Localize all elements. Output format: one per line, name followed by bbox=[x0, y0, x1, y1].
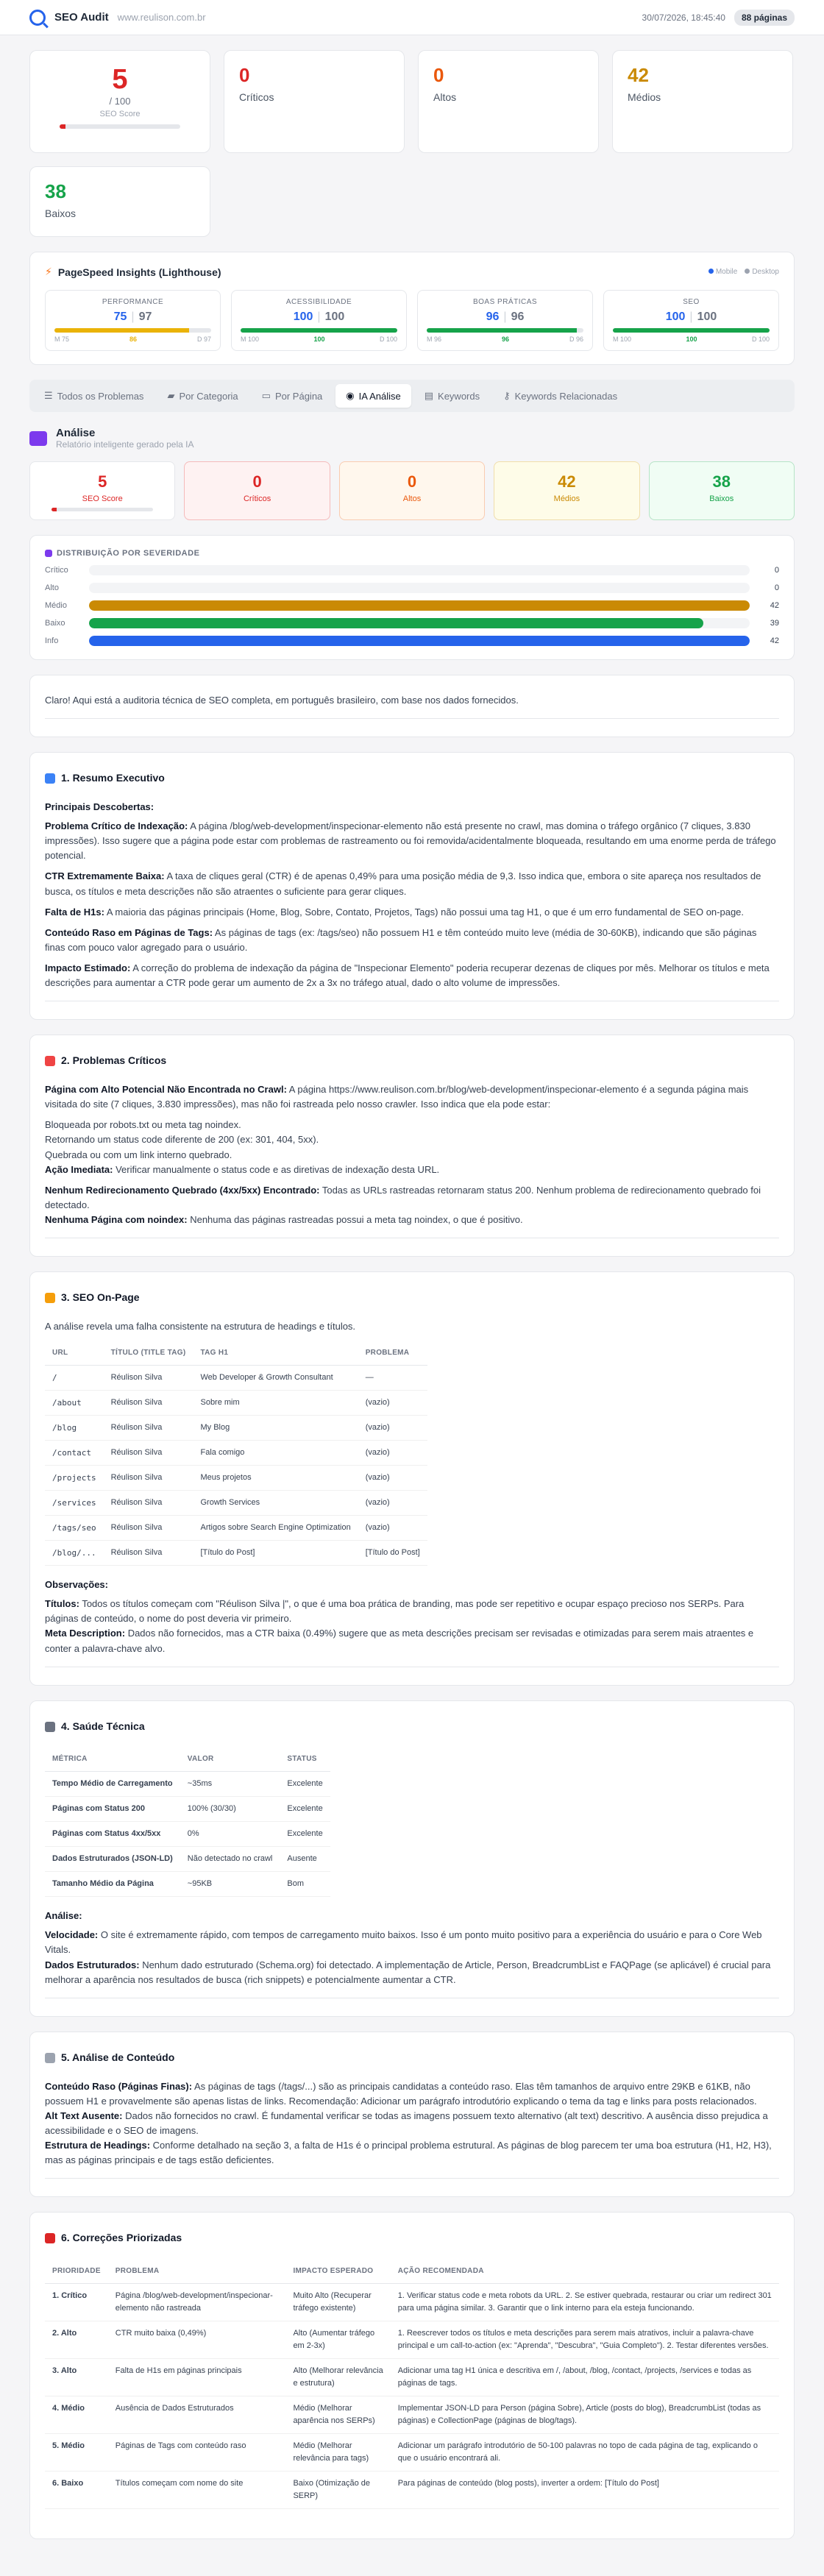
list-item: Bloqueada por robots.txt ou meta tag noindex. bbox=[45, 1119, 241, 1131]
table-row bbox=[45, 2396, 779, 2433]
severity-name: Baixo bbox=[45, 619, 65, 628]
bar-max-label: D 100 bbox=[379, 336, 397, 343]
column-header: TAG H1 bbox=[193, 1341, 358, 1365]
severity-label: Altos bbox=[402, 494, 422, 503]
pin-icon bbox=[45, 2233, 55, 2243]
pagespeed-legend bbox=[708, 268, 779, 276]
table-cell: (vazio) bbox=[358, 1440, 427, 1465]
high-count: 0 bbox=[433, 64, 444, 86]
intro-card bbox=[29, 675, 795, 737]
distribution-title: DISTRIBUIÇÃO POR SEVERIDADE bbox=[57, 549, 200, 558]
critical-count-card bbox=[224, 50, 405, 153]
distribution-row bbox=[45, 583, 779, 593]
mobile-score: 96 bbox=[486, 311, 500, 323]
seo-score-value: 5 bbox=[112, 64, 128, 95]
legend-desktop: Desktop bbox=[752, 268, 779, 276]
audit-date: 30/07/2026, 18:45:40 bbox=[642, 12, 725, 23]
finding-text: A taxa de cliques geral (CTR) é de apenas 0,49% para uma posição média de 9,3. Isso indica que, embora o site apareça nos resultados de busca, os títulos e meta descrições não são atraentes o suficiente para gerar cliques. bbox=[45, 870, 761, 897]
pagespeed-bar bbox=[241, 328, 397, 333]
seo-score-bar bbox=[60, 124, 180, 129]
table-cell: Réulison Silva bbox=[104, 1490, 193, 1515]
problem-label: Nenhum Redirecionamento Quebrado (4xx/5xx) Encontrado: bbox=[45, 1184, 320, 1196]
table-cell: Réulison Silva bbox=[104, 1365, 193, 1390]
intro-text: Claro! Aqui está a auditoria técnica de SEO completa, em português brasileiro, com base nos dados fornecidos. bbox=[45, 695, 519, 706]
section-executive-summary bbox=[29, 752, 795, 1020]
column-header: TÍTULO (TITLE TAG) bbox=[104, 1341, 193, 1365]
pagespeed-category: ACESSIBILIDADE bbox=[285, 298, 352, 306]
pagespeed-title: PageSpeed Insights (Lighthouse) bbox=[57, 266, 221, 278]
gear-icon bbox=[45, 1722, 55, 1732]
table-cell: Implementar JSON-LD para Person (página Sobre), Article (posts do blog), BreadcrumbList (todas as páginas) e CollectionPage (páginas de blog/tags). bbox=[391, 2396, 779, 2433]
tab-related-keywords[interactable]: ⚷ Keywords Relacionadas bbox=[503, 390, 618, 402]
table-cell: /services bbox=[45, 1490, 104, 1515]
table-row bbox=[45, 1415, 427, 1440]
table-cell: Web Developer & Growth Consultant bbox=[193, 1365, 358, 1390]
severity-label: Críticos bbox=[243, 494, 271, 503]
distribution-bar bbox=[89, 600, 750, 611]
table-cell: /contact bbox=[45, 1440, 104, 1465]
pagespeed-panel bbox=[29, 252, 795, 365]
onpage-table bbox=[45, 1341, 427, 1566]
action-label: Ação Imediata: bbox=[45, 1163, 113, 1175]
finding-label: CTR Extremamente Baixa: bbox=[45, 870, 165, 882]
table-cell: Ausência de Dados Estruturados bbox=[108, 2396, 286, 2433]
distribution-icon bbox=[45, 550, 52, 557]
section-title: 4. Saúde Técnica bbox=[61, 1720, 145, 1732]
column-header: URL bbox=[45, 1341, 104, 1365]
legend-mobile: Mobile bbox=[715, 268, 738, 276]
summary-cards bbox=[29, 50, 795, 237]
critical-label: Críticos bbox=[239, 91, 274, 103]
document-icon bbox=[45, 2053, 55, 2063]
table-cell: Growth Services bbox=[193, 1490, 358, 1515]
action-text: Verificar manualmente o status code e as diretivas de indexação desta URL. bbox=[113, 1163, 440, 1175]
table-cell: — bbox=[358, 1365, 427, 1390]
key-icon: ⚷ bbox=[503, 390, 511, 401]
table-cell: Réulison Silva bbox=[104, 1390, 193, 1415]
desktop-score: 100 bbox=[697, 311, 717, 323]
lightning-icon: ⚡ bbox=[45, 266, 52, 277]
column-header: AÇÃO RECOMENDADA bbox=[391, 2260, 779, 2283]
table-cell: ~95KB bbox=[180, 1872, 280, 1897]
column-header: IMPACTO ESPERADO bbox=[285, 2260, 390, 2283]
column-header: PRIORIDADE bbox=[45, 2260, 108, 2283]
content-text: Dados não fornecidos no crawl. É fundamental verificar se todas as imagens possuem texto alternativo (alt text) descritivo. A ausência disso prejudica a acessibilidade e o SEO de imagens. bbox=[45, 2110, 768, 2136]
observations-heading: Observações: bbox=[45, 1579, 108, 1591]
table-cell: Tamanho Médio da Página bbox=[45, 1872, 180, 1897]
mobile-score: 100 bbox=[665, 311, 686, 323]
table-header-row bbox=[45, 1748, 330, 1771]
low-label: Baixos bbox=[45, 207, 77, 219]
section-title: 2. Problemas Críticos bbox=[61, 1054, 167, 1067]
bar-min-label: M 100 bbox=[241, 336, 260, 343]
technical-table bbox=[45, 1748, 330, 1897]
section-title: 3. SEO On-Page bbox=[61, 1291, 140, 1304]
finding-label: Conteúdo Raso em Páginas de Tags: bbox=[45, 926, 213, 938]
bar-mid-label: 100 bbox=[686, 336, 697, 343]
search-icon bbox=[29, 10, 46, 26]
severity-count: 5 bbox=[98, 472, 107, 491]
list-icon: ☰ bbox=[44, 390, 53, 401]
bar-max-label: D 96 bbox=[569, 336, 583, 343]
severity-total: 39 bbox=[770, 619, 779, 628]
bar-mid-label: 96 bbox=[501, 336, 509, 343]
bar-max-label: D 100 bbox=[751, 336, 770, 343]
section-technical-health bbox=[29, 1700, 795, 2017]
seo-score-max: / 100 bbox=[109, 96, 131, 107]
table-cell: ~35ms bbox=[180, 1771, 280, 1796]
tab-all-issues[interactable]: ☰ Todos os Problemas bbox=[44, 390, 144, 402]
table-cell: Réulison Silva bbox=[104, 1540, 193, 1565]
section-title: 1. Resumo Executivo bbox=[61, 772, 165, 784]
table-cell: (vazio) bbox=[358, 1465, 427, 1490]
pagespeed-card: SEO 100 | 100 M 100 100 D 100 bbox=[603, 290, 779, 351]
table-cell: Páginas de Tags com conteúdo raso bbox=[108, 2433, 286, 2471]
table-cell: Títulos começam com nome do site bbox=[108, 2472, 286, 2509]
score-mini-bar bbox=[52, 508, 152, 511]
table-cell: CTR muito baixa (0,49%) bbox=[108, 2321, 286, 2358]
severity-card bbox=[184, 461, 330, 520]
table-row bbox=[45, 1847, 330, 1872]
list-item: Retornando um status code diferente de 200 (ex: 301, 404, 5xx). bbox=[45, 1134, 319, 1146]
tab-ai-analysis[interactable]: ◉ IA Análise bbox=[335, 384, 411, 408]
severity-card bbox=[649, 461, 795, 520]
severity-count: 38 bbox=[712, 472, 731, 491]
mobile-score: 75 bbox=[113, 311, 127, 323]
section-intro: A análise revela uma falha consistente na estrutura de headings e títulos. bbox=[45, 1321, 356, 1333]
table-cell: Bom bbox=[280, 1872, 330, 1897]
bar-min-label: M 75 bbox=[54, 336, 70, 343]
analysis-label: Dados Estruturados: bbox=[45, 1959, 140, 1970]
table-row bbox=[45, 1390, 427, 1415]
table-cell: /about bbox=[45, 1390, 104, 1415]
section-onpage-seo bbox=[29, 1271, 795, 1685]
severity-label: SEO Score bbox=[82, 494, 123, 503]
critical-count: 0 bbox=[239, 64, 250, 86]
severity-name: Alto bbox=[45, 583, 59, 592]
table-row bbox=[45, 2472, 779, 2509]
chart-icon bbox=[45, 773, 55, 784]
pages-badge: 88 páginas bbox=[734, 10, 795, 26]
pagespeed-category: BOAS PRÁTICAS bbox=[472, 298, 538, 306]
analysis-heading: Análise: bbox=[45, 1910, 82, 1922]
analysis-subtitle: Relatório inteligente gerado pela IA bbox=[56, 439, 194, 450]
table-header-row bbox=[45, 1341, 427, 1365]
problem-text: Nenhuma das páginas rastreadas possui a meta tag noindex, o que é positivo. bbox=[187, 1214, 523, 1226]
content-label: Alt Text Ausente: bbox=[45, 2110, 123, 2121]
severity-total: 42 bbox=[770, 601, 779, 610]
table-cell: Dados Estruturados (JSON-LD) bbox=[45, 1847, 180, 1872]
table-cell: Muito Alto (Recuperar tráfego existente) bbox=[285, 2283, 390, 2321]
table-row bbox=[45, 2358, 779, 2396]
table-header-row bbox=[45, 2260, 779, 2283]
findings-heading: Principais Descobertas: bbox=[45, 801, 154, 812]
folder-icon: ▰ bbox=[167, 390, 175, 401]
severity-name: Crítico bbox=[45, 566, 68, 575]
severity-label: Médios bbox=[553, 494, 580, 503]
table-cell: /tags/seo bbox=[45, 1515, 104, 1540]
table-cell: Baixo (Otimização de SERP) bbox=[285, 2472, 390, 2509]
distribution-bar bbox=[89, 636, 750, 646]
seo-score-label: SEO Score bbox=[99, 110, 141, 118]
table-cell: 1. Crítico bbox=[45, 2283, 108, 2321]
table-cell: / bbox=[45, 1365, 104, 1390]
severity-total: 0 bbox=[774, 583, 779, 592]
analysis-title: Análise bbox=[56, 427, 96, 439]
table-row bbox=[45, 2283, 779, 2321]
table-cell: 100% (30/30) bbox=[180, 1796, 280, 1821]
table-cell: Sobre mim bbox=[193, 1390, 358, 1415]
table-cell: Adicionar um parágrafo introdutório de 50-100 palavras no topo de cada página de tag, explicando o que o usuário encontrará ali. bbox=[391, 2433, 779, 2471]
analysis-label: Velocidade: bbox=[45, 1929, 99, 1941]
tab-keywords[interactable]: ▤ Keywords bbox=[424, 390, 480, 402]
table-cell: Médio (Melhorar aparência nos SERPs) bbox=[285, 2396, 390, 2433]
severity-card bbox=[494, 461, 639, 520]
table-cell: 0% bbox=[180, 1822, 280, 1847]
finding-label: Problema Crítico de Indexação: bbox=[45, 820, 188, 831]
table-row bbox=[45, 1540, 427, 1565]
table-row bbox=[45, 1515, 427, 1540]
content-text: As páginas de tags (/tags/...) são as principais candidatas a conteúdo raso. Elas têm tamanhos de arquivo entre 29KB e 61KB, não possuem H1 e provavelmente são apenas listas de links. Recomendação: Adicionar um parágrafo introdutório explicando o tema da tag e links para posts relacionados. bbox=[45, 2080, 757, 2107]
severity-label: Baixos bbox=[709, 494, 734, 503]
severity-count: 42 bbox=[558, 472, 576, 491]
desktop-score: 100 bbox=[324, 311, 345, 323]
finding-label: Falta de H1s: bbox=[45, 906, 104, 918]
table-cell: Médio (Melhorar relevância para tags) bbox=[285, 2433, 390, 2471]
finding-text: A página /blog/web-development/inspecionar-elemento não está presente no crawl, mas domina o tráfego orgânico (7 cliques, 3.830 impressões). Isso sugere que a página pode estar com problemas de rastreamento ou foi removida/acidentalmente bloqueada, resultando em uma enorme perda de tráfego potencial. bbox=[45, 820, 776, 862]
finding-text: As páginas de tags (ex: /tags/seo) não possuem H1 e têm conteúdo muito leve (média de 30-60KB), indicando que são páginas finas com pouco valor agregado para o usuário. bbox=[45, 926, 757, 953]
table-cell: Falta de H1s em páginas principais bbox=[108, 2358, 286, 2396]
column-header: PROBLEMA bbox=[358, 1341, 427, 1365]
content-label: Conteúdo Raso (Páginas Finas): bbox=[45, 2080, 193, 2092]
severity-card bbox=[29, 461, 175, 520]
table-row bbox=[45, 1440, 427, 1465]
analysis-text: Nenhum dado estruturado (Schema.org) foi detectado. A implementação de Article, Person, BreadcrumbList e FAQPage (se aplicável) é crucial para melhorar a aparência nos resultados de busca (rich snippets) e potencialmente aumentar a CTR. bbox=[45, 1959, 771, 1985]
top-bar bbox=[0, 0, 824, 35]
table-cell: Para páginas de conteúdo (blog posts), inverter a ordem: [Título do Post] bbox=[391, 2472, 779, 2509]
table-row bbox=[45, 1365, 427, 1390]
table-cell: Excelente bbox=[280, 1796, 330, 1821]
high-label: Altos bbox=[433, 91, 457, 103]
table-cell: Adicionar uma tag H1 única e descritiva em /, /about, /blog, /contact, /projects, /services e todas as páginas de tags. bbox=[391, 2358, 779, 2396]
table-cell: /projects bbox=[45, 1465, 104, 1490]
table-cell: Não detectado no crawl bbox=[180, 1847, 280, 1872]
analysis-text: O site é extremamente rápido, com tempos de carregamento muito baixos. Isso é um ponto muito positivo para a experiência do usuário e para o Core Web Vitals. bbox=[45, 1929, 762, 1956]
table-cell: /blog/... bbox=[45, 1540, 104, 1565]
distribution-bar bbox=[89, 618, 750, 628]
analysis-header bbox=[29, 427, 795, 450]
bar-min-label: M 100 bbox=[613, 336, 632, 343]
app-title: SEO Audit bbox=[54, 11, 109, 24]
table-cell: /blog bbox=[45, 1415, 104, 1440]
bar-max-label: D 97 bbox=[196, 336, 211, 343]
table-cell: 5. Médio bbox=[45, 2433, 108, 2471]
severity-distribution bbox=[29, 535, 795, 660]
medium-count: 42 bbox=[628, 64, 649, 86]
problem-label: Página com Alto Potencial Não Encontrada no Crawl: bbox=[45, 1084, 287, 1096]
table-cell: Excelente bbox=[280, 1822, 330, 1847]
distribution-bar bbox=[89, 565, 750, 575]
tab-by-page[interactable]: ▭ Por Página bbox=[261, 390, 323, 402]
table-cell: Tempo Médio de Carregamento bbox=[45, 1771, 180, 1796]
column-header: MÉTRICA bbox=[45, 1748, 180, 1771]
severity-count: 0 bbox=[252, 472, 262, 491]
finding-text: A maioria das páginas principais (Home, Blog, Sobre, Contato, Projetos, Tags) não possui uma tag H1, o que é um erro fundamental de SEO on-page. bbox=[104, 906, 745, 918]
table-cell: Páginas com Status 200 bbox=[45, 1796, 180, 1821]
table-row bbox=[45, 1872, 330, 1897]
ai-icon bbox=[29, 431, 47, 446]
bar-mid-label: 86 bbox=[129, 336, 137, 343]
table-row bbox=[45, 2321, 779, 2358]
pagespeed-card: ACESSIBILIDADE 100 | 100 M 100 100 D 100 bbox=[231, 290, 407, 351]
low-count: 38 bbox=[45, 180, 66, 202]
distribution-row bbox=[45, 565, 779, 575]
severity-card bbox=[339, 461, 485, 520]
section-content-analysis bbox=[29, 2032, 795, 2198]
severity-total: 42 bbox=[770, 636, 779, 645]
table-cell: Alto (Aumentar tráfego em 2-3x) bbox=[285, 2321, 390, 2358]
table-row bbox=[45, 2433, 779, 2471]
table-row bbox=[45, 1465, 427, 1490]
table-cell: Artigos sobre Search Engine Optimization bbox=[193, 1515, 358, 1540]
site-domain: www.reulison.com.br bbox=[117, 12, 206, 23]
table-cell: 4. Médio bbox=[45, 2396, 108, 2433]
distribution-row bbox=[45, 618, 779, 628]
desktop-score: 97 bbox=[138, 311, 152, 323]
medium-label: Médios bbox=[628, 91, 661, 103]
table-cell: Ausente bbox=[280, 1847, 330, 1872]
medium-count-card bbox=[612, 50, 793, 153]
problem-label: Nenhuma Página com noindex: bbox=[45, 1214, 188, 1226]
column-header: PROBLEMA bbox=[108, 2260, 286, 2283]
table-cell: Réulison Silva bbox=[104, 1465, 193, 1490]
severity-count: 0 bbox=[407, 472, 417, 491]
content-text: Conforme detalhado na seção 3, a falta de H1s é o principal problema estrutural. As páginas de blog parecem ter uma boa estrutura (H1, H2, H3), mas as páginas principais e de tags estão deficientes. bbox=[45, 2140, 772, 2166]
seo-score-card bbox=[29, 50, 210, 153]
section-critical-problems bbox=[29, 1035, 795, 1257]
table-cell: Alto (Melhorar relevância e estrutura) bbox=[285, 2358, 390, 2396]
pagespeed-bar bbox=[54, 328, 211, 333]
table-cell: Réulison Silva bbox=[104, 1415, 193, 1440]
pagespeed-category: SEO bbox=[683, 298, 700, 306]
table-cell: (vazio) bbox=[358, 1415, 427, 1440]
page-icon: ▭ bbox=[261, 390, 271, 401]
table-cell: Página /blog/web-development/inspecionar-elemento não rastreada bbox=[108, 2283, 286, 2321]
table-cell: 1. Reescrever todos os títulos e meta descrições para serem mais atrativos, incluir a palavra-chave principal e um call-to-action (ex: "Aprenda", "Descubra", "Guia Completo"). 2. Testar diferentes versões. bbox=[391, 2321, 779, 2358]
desktop-score: 96 bbox=[511, 311, 525, 323]
content-label: Estrutura de Headings: bbox=[45, 2140, 151, 2151]
table-cell: (vazio) bbox=[358, 1515, 427, 1540]
table-cell: (vazio) bbox=[358, 1490, 427, 1515]
mobile-score: 100 bbox=[293, 311, 313, 323]
severity-cards bbox=[29, 461, 795, 520]
alert-icon bbox=[45, 1056, 55, 1066]
finding-text: A correção do problema de indexação da página de "Inspecionar Elemento" poderia recuperar dezenas de cliques por mês. Melhorar os títulos e meta descrições para aumentar a CTR pode gerar um aumento de 2x a 3x no tráfego atual, dado o alto volume de impressões. bbox=[45, 962, 770, 989]
table-cell: [Título do Post] bbox=[358, 1540, 427, 1565]
bar-min-label: M 96 bbox=[427, 336, 442, 343]
column-header: STATUS bbox=[280, 1748, 330, 1771]
table-cell: 6. Baixo bbox=[45, 2472, 108, 2509]
observation-label: Meta Description: bbox=[45, 1628, 126, 1639]
table-cell: 2. Alto bbox=[45, 2321, 108, 2358]
pagespeed-bar bbox=[427, 328, 583, 333]
observation-text: Todos os títulos começam com "Réulison Silva |", o que é uma boa prática de branding, mas pode ser repetitivo e ocupar espaço precioso nos SERPs. Para páginas de conteúdo, o nome do post deveria vir primeiro. bbox=[45, 1598, 745, 1625]
pagespeed-card: PERFORMANCE 75 | 97 M 75 86 D 97 bbox=[45, 290, 221, 351]
report-tabs bbox=[29, 380, 795, 412]
severity-name: Médio bbox=[45, 601, 67, 610]
table-row bbox=[45, 1796, 330, 1821]
table-cell: Fala comigo bbox=[193, 1440, 358, 1465]
fixes-table bbox=[45, 2260, 779, 2509]
memo-icon bbox=[45, 1293, 55, 1303]
section-title: 6. Correções Priorizadas bbox=[61, 2232, 182, 2244]
table-cell: My Blog bbox=[193, 1415, 358, 1440]
distribution-row bbox=[45, 600, 779, 611]
column-header: VALOR bbox=[180, 1748, 280, 1771]
high-count-card bbox=[418, 50, 599, 153]
observation-label: Títulos: bbox=[45, 1598, 79, 1610]
section-prioritized-fixes bbox=[29, 2212, 795, 2539]
severity-name: Info bbox=[45, 636, 59, 645]
table-cell: Meus projetos bbox=[193, 1465, 358, 1490]
table-cell: Réulison Silva bbox=[104, 1515, 193, 1540]
tab-by-category[interactable]: ▰ Por Categoria bbox=[167, 390, 238, 402]
table-cell: Réulison Silva bbox=[104, 1440, 193, 1465]
observation-text: Dados não fornecidos, mas a CTR baixa (0.49%) sugere que as meta descrições precisam ser revisadas e otimizadas para serem mais atraentes e conter a palavra-chave alvo. bbox=[45, 1628, 754, 1654]
finding-label: Impacto Estimado: bbox=[45, 962, 131, 974]
table-cell: Excelente bbox=[280, 1771, 330, 1796]
table-cell: 3. Alto bbox=[45, 2358, 108, 2396]
severity-total: 0 bbox=[774, 566, 779, 575]
table-cell: Páginas com Status 4xx/5xx bbox=[45, 1822, 180, 1847]
table-cell: (vazio) bbox=[358, 1390, 427, 1415]
table-row bbox=[45, 1490, 427, 1515]
list-item: Quebrada ou com um link interno quebrado. bbox=[45, 1149, 232, 1160]
robot-icon: ◉ bbox=[346, 390, 355, 401]
low-count-card bbox=[29, 166, 210, 237]
pagespeed-card: BOAS PRÁTICAS 96 | 96 M 96 96 D 96 bbox=[417, 290, 593, 351]
chart-icon: ▤ bbox=[424, 390, 434, 401]
section-title: 5. Análise de Conteúdo bbox=[61, 2051, 175, 2063]
pagespeed-category: PERFORMANCE bbox=[102, 298, 164, 306]
distribution-bar bbox=[89, 583, 750, 593]
table-cell: [Título do Post] bbox=[193, 1540, 358, 1565]
table-row bbox=[45, 1822, 330, 1847]
problem-text: Todas as URLs rastreadas retornaram status 200. Nenhum problema de redirecionamento quebrado foi detectado. bbox=[45, 1184, 761, 1211]
table-row bbox=[45, 1771, 330, 1796]
bar-mid-label: 100 bbox=[313, 336, 325, 343]
problem-text: A página https://www.reulison.com.br/blog/web-development/inspecionar-elemento é a segunda página mais visitada do site (7 cliques, 3.830 impressões), mas não foi rastreada pelo nosso crawler. Isso indica que ela pode estar: bbox=[45, 1084, 749, 1110]
pagespeed-bar bbox=[613, 328, 770, 333]
table-cell: 1. Verificar status code e meta robots da URL. 2. Se estiver quebrada, restaurar ou criar um redirect 301 para uma página similar. 3. Garantir que o link interno para ela esteja funcionando. bbox=[391, 2283, 779, 2321]
distribution-row bbox=[45, 636, 779, 646]
